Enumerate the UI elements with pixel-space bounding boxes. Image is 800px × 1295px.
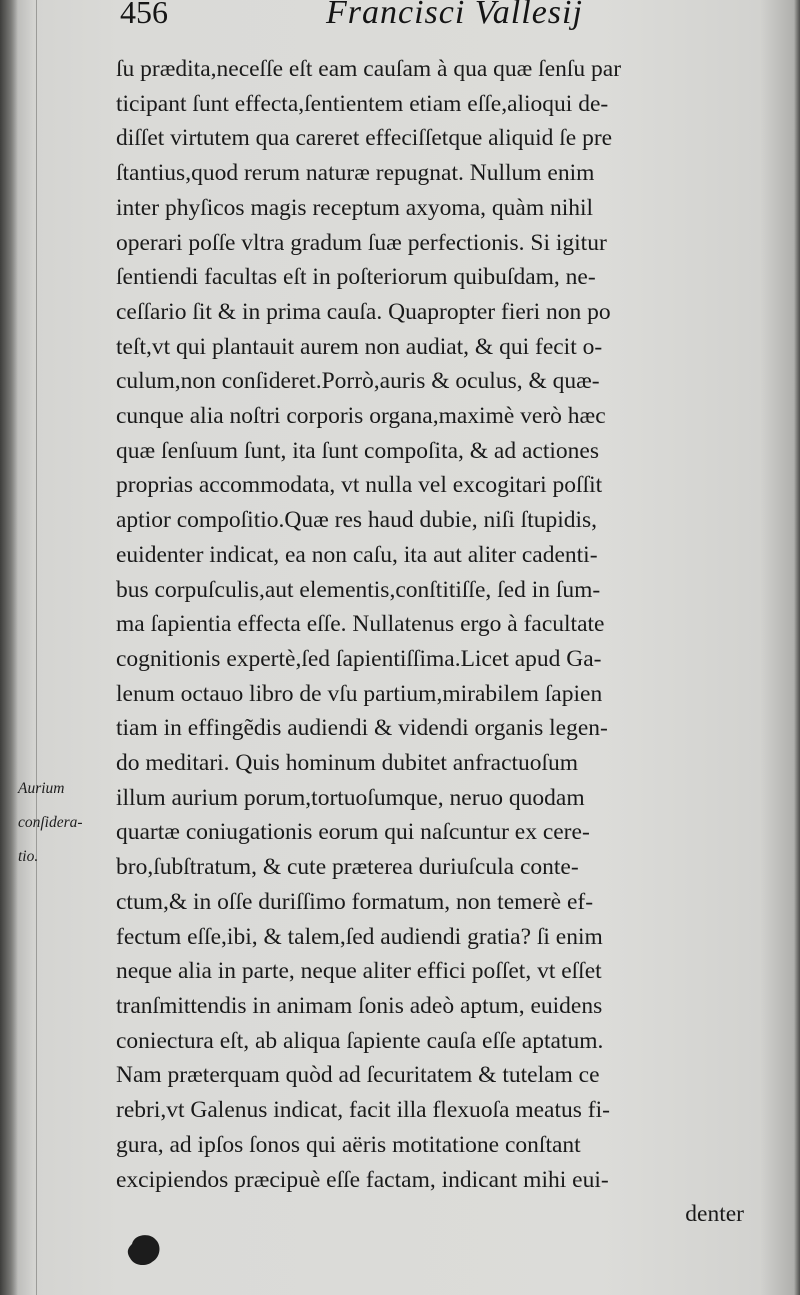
text-line: neque alia in parte, neque aliter effici poſſet, vt eſſet [116,958,602,985]
text-line: ceſſario ſit & in prima cauſa. Quapropter fieri non po [116,298,611,325]
marginal-note-line: Aurium [18,780,65,797]
running-head: Francisci Vallesij [326,0,583,31]
main-text-block [116,52,756,1232]
text-line: teſt,vt qui plantauit aurem non audiat, & qui fecit o- [116,333,603,360]
page-gutter-shadow [0,0,18,1295]
text-line: coniectura eſt, ab aliqua ſapiente cauſa eſſe aptatum. [116,1027,604,1054]
text-line: fectum eſſe,ibi, & talem,ſed audiendi gratia? ſi enim [116,923,603,950]
text-line: operari poſſe vltra gradum ſuæ perfectionis. Si igitur [116,229,607,256]
text-line: ma ſapientia effecta eſſe. Nullatenus ergo à facultate [116,611,605,638]
text-line: ticipant ſunt effecta,ſentientem etiam eſſe,alioqui de- [116,90,609,117]
page-header [110,0,760,34]
text-line: quæ ſenſuum ſunt, ita ſunt compoſita, & ad actiones [116,437,599,464]
text-line: rebri,vt Galenus indicat, facit illa flexuoſa meatus fi- [116,1097,610,1124]
text-line: do meditari. Quis hominum dubitet anfractuoſum [116,750,579,777]
text-line: cunque alia noſtri corporis organa,maximè verò hæc [116,403,606,430]
text-line: Nam præterquam quòd ad ſecuritatem & tutelam ce [116,1062,600,1089]
text-line: diſſet virtutem qua careret effeciſſetque aliquid ſe pre [116,125,613,152]
text-line: ctum,& in oſſe duriſſimo formatum, non temerè ef- [116,888,594,915]
text-line: bro,ſubſtratum, & cute præterea duriuſcula conte- [116,854,579,881]
text-line: tiam in effingẽdis audiendi & videndi organis legen- [116,715,608,742]
text-line: aptior compoſitio.Quæ res haud dubie, niſi ſtupidis, [116,507,598,534]
page-edge-line [36,0,37,1295]
page-number: 456 [120,0,168,30]
text-line: illum aurium porum,tortuoſumque, neruo quodam [116,784,585,811]
text-line: excipiendos præcipuè eſſe factam, indicant mihi eui- [116,1166,609,1193]
text-line: gura, ad ipſos ſonos qui aëris motitatione conſtant [116,1131,581,1158]
text-line: culum,non conſideret.Porrò,auris & oculus, & quæ- [116,368,600,395]
text-line: inter phyſicos magis receptum axyoma, quàm nihil [116,194,594,221]
text-line: bus corpuſculis,aut elementis,conſtitiſſe, ſed in ſum- [116,576,601,603]
marginal-note-line: tio. [18,848,39,865]
text-line: tranſmittendis in animam ſonis adeò aptum, euidens [116,992,603,1019]
text-line: ſu prædita,neceſſe eſt eam cauſam à qua quæ ſenſu par [116,56,622,82]
text-line: proprias accommodata, vt nulla vel excogitari poſſit [116,472,603,499]
marginal-note-line: conſidera- [18,814,83,831]
text-line: quartæ coniugationis eorum qui naſcuntur ex cere- [116,819,590,846]
page-right-shadow [794,0,800,1295]
text-line: euidenter indicat, ea non caſu, ita aut aliter cadenti- [116,541,598,568]
marginal-note [18,772,126,874]
text-line: ſentiendi facultas eſt in poſteriorum quibuſdam, ne- [116,264,596,291]
ink-blot [124,1230,164,1270]
text-line: cognitionis expertè,ſed ſapientiſſima.Licet apud Ga- [116,645,602,672]
catchword: denter [685,1201,744,1228]
text-line: lenum octauo libro de vſu partium,mirabilem ſapien [116,680,603,707]
text-line: ſtantius,quod rerum naturæ repugnat. Nullum enim [116,160,595,187]
